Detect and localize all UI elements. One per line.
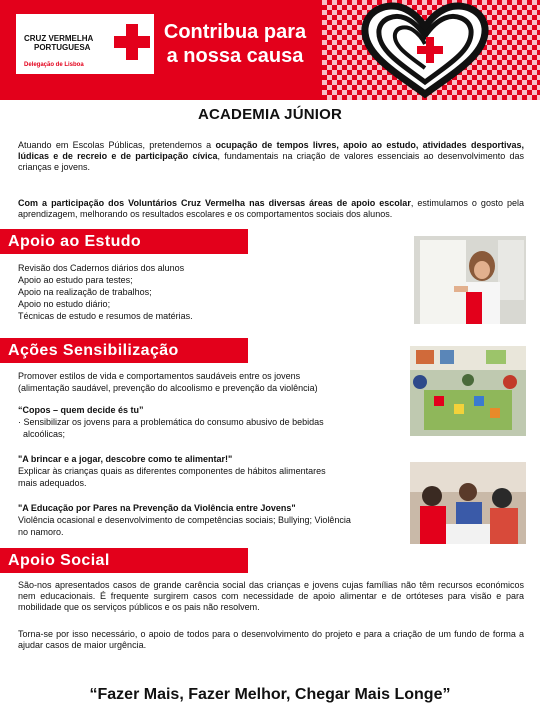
intro-text: , estimulamos o gosto pela aprendizagem, melhorando os resultados escolares e os comportamentos sociais dos alunos. [18,198,524,219]
red-cross-icon [114,24,150,60]
header-slogan: Contribua para a nossa causa [163,21,307,67]
heart-maze-icon [355,2,495,100]
acoes-content [18,370,398,538]
intro-text-bold: Com a participação dos Voluntários Cruz Vermelha nas diversas áreas de apoio escolar [18,198,411,208]
logo [16,14,154,74]
apoio-estudo-list [18,262,193,322]
action-text: mais adequados. [18,478,87,488]
action-text: Violência ocasional e desenvolvimento de competências sociais; Bullying; Violência [18,515,351,525]
header-banner [0,0,540,100]
section-heading-apoio-social: Apoio Social [0,548,248,573]
list-item: Técnicas de estudo e resumos de matérias. [18,311,193,321]
logo-text-line1: CRUZ VERMELHA [24,34,94,43]
photo-apoio-estudo [414,236,526,324]
list-item: Apoio ao estudo para testes; [18,275,133,285]
logo-subtitle: Delegação de Lisboa [24,62,84,68]
action-title: "A Educação por Pares na Prevenção da Violência entre Jovens" [18,503,296,513]
photo-acoes-1 [410,346,526,436]
action-text: alcoólicas; [18,429,66,439]
apoio-social-paragraph-2: Torna-se por isso necessário, o apoio de todos para o desenvolvimento do projeto e para a criação de um fundo de forma a ajudar casos de maior urgência. [18,629,524,650]
intro-text-bold: ocupação de tempos livres, apoio ao estudo, atividades desportivas, lúdicas e de recreio e de participação cívica [18,140,524,161]
action-text: · Sensibilizar os jovens para a problemática do consumo abusivo de bebidas [18,417,324,427]
section-heading-acoes: Ações Sensibilização [0,338,248,363]
list-item: Apoio no estudo diário; [18,299,111,309]
action-text: Explicar às crianças quais as diferentes componentes de hábitos alimentares [18,466,326,476]
list-item: Apoio na realização de trabalhos; [18,287,152,297]
acoes-intro-line: (alimentação saudável, prevenção do alcoolismo e prevenção da violência) [18,383,318,393]
intro-paragraph-1 [18,140,524,173]
photo-acoes-2 [410,462,526,544]
page-title: ACADEMIA JÚNIOR [197,106,343,123]
apoio-social-paragraph-1: São-nos apresentados casos de grande carência social das crianças e jovens cujas famílias não têm recursos económicos nem educacionais. É frequente surgirem casos com necessidade de apoio alimentar e de ortóteses para visão e para mobilidade que os serviços públicos e os pais não resolvem. [18,580,524,612]
action-title: “Copos – quem decide és tu” [18,405,144,415]
intro-paragraph-2 [18,198,524,220]
action-text: no namoro. [18,527,64,537]
logo-text-line2: PORTUGUESA [34,43,91,52]
acoes-intro-line: Promover estilos de vida e comportamentos saudáveis entre os jovens [18,371,301,381]
action-title: "A brincar e a jogar, descobre como te alimentar!" [18,454,233,464]
intro-text: Atuando em Escolas Públicas, pretendemos a [18,140,216,150]
list-item: Revisão dos Cadernos diários dos alunos [18,263,185,273]
section-heading-apoio-estudo: Apoio ao Estudo [0,229,248,254]
footer-motto: “Fazer Mais, Fazer Melhor, Chegar Mais Longe” [89,686,451,703]
intro-text: , fundamentais na criação de valores essenciais ao desenvolvimento das crianças e jovens. [18,151,525,172]
